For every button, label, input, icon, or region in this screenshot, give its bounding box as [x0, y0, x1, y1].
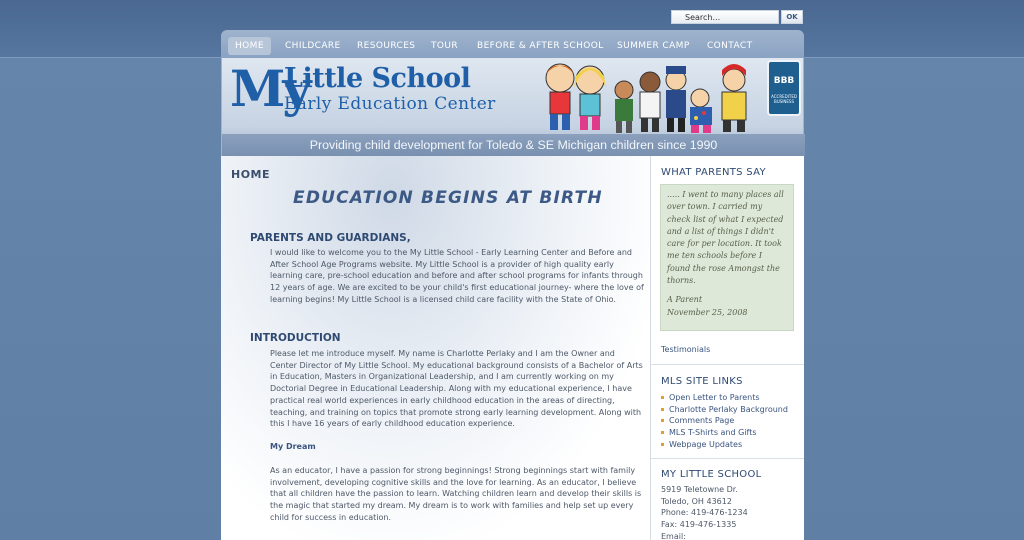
banner-tagline: Providing child development for Toledo & SE Michigan children since 1990	[222, 134, 805, 156]
search-input[interactable]	[671, 10, 779, 24]
content-area	[221, 156, 804, 540]
nav-contact[interactable]: CONTACT	[707, 41, 753, 51]
quote-text: ..... I went to many places all over town. I carried my check list of what I expected and a list of things I didn't care for per location. It took me ten schools before I found the rose Amongst the thorns.	[667, 190, 784, 286]
school-title: MY LITTLE SCHOOL	[661, 469, 762, 480]
child-figure-4	[640, 72, 660, 132]
children-illustration	[540, 58, 764, 136]
nav-home[interactable]: HOME	[228, 37, 271, 55]
address-phone: Phone: 419-476-1234	[661, 508, 748, 518]
nav-summer-camp[interactable]: SUMMER CAMP	[617, 41, 690, 51]
bbb-accredited-text: ACCREDITED BUSINESS	[771, 94, 797, 104]
nav-tour[interactable]: TOUR	[431, 41, 459, 51]
testimonials-link[interactable]: Testimonials	[661, 345, 711, 354]
child-figure-3	[615, 81, 633, 133]
child-figure-5	[666, 66, 686, 132]
page-headline: EDUCATION BEGINS AT BIRTH	[293, 188, 603, 208]
search-box	[671, 10, 803, 24]
section-title-parents: PARENTS AND GUARDIANS,	[250, 232, 411, 244]
address-city: Toledo, OH 43612	[661, 496, 732, 506]
site-links-title: MLS SITE LINKS	[661, 376, 743, 387]
section-title-introduction: INTRODUCTION	[250, 332, 341, 344]
parent-quote	[660, 184, 794, 331]
sidebar-divider	[651, 364, 804, 365]
bullet-icon	[661, 443, 664, 446]
bullet-icon	[661, 408, 664, 411]
quote-author-block	[667, 294, 748, 319]
address-fax: Fax: 419-476-1335	[661, 520, 737, 530]
main-column	[221, 156, 650, 540]
site-link-open-letter[interactable]: Open Letter to Parents	[661, 392, 788, 404]
site-link-updates[interactable]: Webpage Updates	[661, 439, 788, 451]
logo-my[interactable]: My	[230, 59, 309, 118]
address-email[interactable]: Email:	[661, 531, 686, 540]
bullet-icon	[661, 419, 664, 422]
bullet-icon	[661, 431, 664, 434]
child-figure-1	[546, 64, 574, 130]
sidebar-divider	[651, 458, 804, 459]
child-figure-2	[574, 66, 606, 130]
quote-date: November 25, 2008	[667, 307, 748, 317]
section-text-introduction: Please let me introduce myself. My name is Charlotte Perlaky and I am the Owner and Center Director of My Little School. My educational background consists of a Bachelor of Arts in Education, Masters in Organizational Leadership, and I am currently working on my Doctorial Degree in Educational Leadership. Along with my educational experience, I have practical real world experiences in early childhood education in the areas of directing, teaching, and training on topics that promote strong early learning development. Along with this I have 16 years of early childhood education experience.	[270, 349, 643, 429]
child-figure-7	[722, 64, 746, 132]
breadcrumb: HOME	[231, 168, 271, 181]
logo-subtitle: Early Education Center	[284, 94, 496, 114]
header-banner	[221, 58, 804, 156]
bbb-badge[interactable]	[767, 60, 801, 116]
child-figure-6	[690, 89, 712, 133]
site-link-comments[interactable]: Comments Page	[661, 415, 788, 427]
bullet-icon	[661, 396, 664, 399]
site-link-tshirts[interactable]: MLS T-Shirts and Gifts	[661, 427, 788, 439]
nav-resources[interactable]: RESOURCES	[357, 41, 416, 51]
dream-title: My Dream	[270, 442, 316, 451]
section-text-parents: I would like to welcome you to the My Little School - Early Learning Center and Before and After School Age Programs website. My Little School is a provider of high quality early learning care, pre-school education and before and after school programs for infants through 12 years of age. We are excited to be your child's first educational journey- where the love of learning begins! My Little School is a licensed child care facility with the State of Ohio.	[270, 248, 644, 304]
site-link-background[interactable]: Charlotte Perlaky Background	[661, 404, 788, 416]
logo-name[interactable]: Little School	[284, 63, 471, 94]
main-nav	[221, 30, 804, 58]
quote-author: A Parent	[667, 295, 703, 304]
page-wrapper	[221, 30, 804, 540]
search-ok-button[interactable]: OK	[781, 10, 803, 24]
address-street: 5919 Teletowne Dr.	[661, 485, 738, 494]
dream-text: As an educator, I have a passion for strong beginnings! Strong beginnings start with family involvement, developing cognitive skills and the love for learning. As an educator, I believe that all children have the passion to learn. Watching children learn and develop their skills is the magic that started my dream. My dream is to work with families and help set up every child for success in education.	[270, 466, 642, 522]
nav-childcare[interactable]: CHILDCARE	[285, 41, 341, 51]
what-parents-say-title: WHAT PARENTS SAY	[661, 167, 766, 178]
site-links-list	[661, 392, 788, 451]
school-address	[661, 484, 748, 540]
nav-before-after-school[interactable]: BEFORE & AFTER SCHOOL	[477, 41, 604, 51]
bbb-label: BBB	[773, 76, 795, 86]
sidebar	[650, 156, 804, 540]
